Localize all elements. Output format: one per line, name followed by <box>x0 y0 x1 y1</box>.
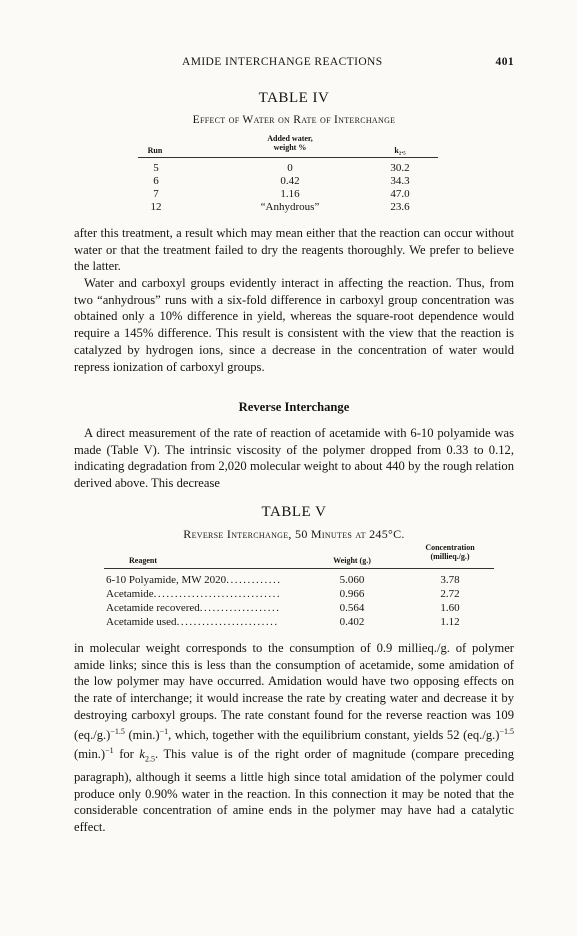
table4-col-k: k₂.₅ <box>394 146 406 155</box>
table5-title: TABLE V <box>261 504 327 520</box>
table5-reagent <box>106 602 281 614</box>
table4-col-water-line1: Added water, <box>267 134 313 143</box>
table5-reagent-name: Acetamide recovered <box>106 602 200 614</box>
table5-caption: Reverse Interchange, 50 Minutes at 245°C. <box>183 527 405 541</box>
leader-dots: .............................. <box>153 588 282 600</box>
table5-reagent <box>106 616 279 628</box>
leader-dots: ........................ <box>176 616 279 628</box>
para4-text-c: , which, together with the equilibrium constant, yields 52 (eq./g.) <box>168 727 500 742</box>
rate-constant-subscript: 2.5 <box>145 755 156 765</box>
running-head-title: AMIDE INTERCHANGE REACTIONS <box>182 56 383 68</box>
table5-col-concentration <box>410 543 490 561</box>
table4-run: 7 <box>153 188 159 200</box>
table5-weight: 5.060 <box>339 574 365 586</box>
table4-header-rule <box>138 157 438 158</box>
section-heading-reverse-interchange: Reverse Interchange <box>238 400 350 414</box>
paragraph-water-carboxyl: Water and carboxyl groups evidently interact in affecting the reaction. Thus, from two “anhydrous” runs with a six-fold difference in carboxyl group concentration was obtained only a 10% difference in yield, whereas the square-root dependence would require a 145% difference. This result is consistent with the view that the reaction is catalyzed by hydrogen ions, since a decrease in the concentration of water would repress ionization of carboxyl groups. <box>74 276 514 374</box>
table5-col-conc-line1: Concentration <box>425 543 475 552</box>
para4-text-a: in molecular weight corresponds to the consumption of 0.9 millieq./g. of polymer amide links; since this is less than the consumption of acetamide, some amidation of the low polymer may have occurred. Amidation would have two opposing effects on the rate of interchange; it would increase the rate by creating water and decrease it by destroying carboxyl groups. The rate constant found for the reverse reaction was 109 (eq./g.) <box>74 641 514 742</box>
paragraph-molecular-weight-decrease <box>74 640 514 836</box>
para4-text-d: (min.) <box>74 747 106 762</box>
leader-dots: ............. <box>226 574 282 586</box>
table4-run: 5 <box>153 162 159 174</box>
table4-caption: Effect of Water on Rate of Interchange <box>192 114 396 126</box>
paragraph-reverse-measurement: A direct measurement of the rate of reaction of acetamide with 6-10 polyamide was made (Table V). The intrinsic viscosity of the polymer dropped from 0.33 to 0.12, indicating degradation from 2,020 molecular weight to about 440 by the rough relation derived above. This decrease <box>74 426 514 491</box>
exponent: −1 <box>159 726 169 736</box>
table4-run: 6 <box>153 175 159 187</box>
table4-water: 1.16 <box>280 188 300 200</box>
table5-conc: 2.72 <box>440 588 460 600</box>
table5-header-rule <box>104 568 494 569</box>
para4-text-f: . This value is of the right order of magnitude (compare preceding paragraph), although it seems a little high since total amidation of the polymer could produce only 0.90% water in the reaction. In this connection it may be noted that the considerable concentration of amine ends in the polymer may have had a catalytic effect. <box>74 747 514 834</box>
table5-weight: 0.966 <box>339 588 365 600</box>
table4-run: 12 <box>150 201 162 213</box>
table4-col-water-line2: weight % <box>273 143 307 152</box>
table5-col-reagent: Reagent <box>129 556 157 565</box>
table4-k: 47.0 <box>390 188 410 200</box>
table5-reagent-name: Acetamide used <box>106 616 177 628</box>
table5-conc: 1.60 <box>440 602 460 614</box>
exponent: −1.5 <box>110 726 125 736</box>
leader-dots: ................... <box>199 602 281 614</box>
table4-k: 23.6 <box>390 201 410 213</box>
table5-conc: 1.12 <box>440 616 460 628</box>
rate-constant-symbol: k <box>139 747 146 762</box>
table4-water: 0.42 <box>280 175 300 187</box>
table4-water: 0 <box>287 162 293 174</box>
table4-col-water <box>250 134 330 152</box>
table5-col-conc-line2: (millieq./g.) <box>430 552 470 561</box>
exponent: −1 <box>105 746 114 756</box>
table5-reagent-name: Acetamide <box>106 588 154 600</box>
paragraph-continuation: after this treatment, a result which may mean either that the reaction can occur without water or that the treatment failed to dry the reagents thoroughly. We prefer to believe the latter. <box>74 226 514 274</box>
para4-text-b: (min.) <box>124 727 160 742</box>
table4-col-run: Run <box>147 146 163 155</box>
table4-title: TABLE IV <box>258 90 330 106</box>
table4-k: 34.3 <box>390 175 410 187</box>
table5-weight: 0.402 <box>339 616 365 628</box>
table5-reagent <box>106 588 281 600</box>
table5-conc: 3.78 <box>440 574 460 586</box>
table5-col-weight: Weight (g.) <box>333 556 371 565</box>
table4-k: 30.2 <box>390 162 410 174</box>
exponent: −1.5 <box>499 726 514 736</box>
page-number: 401 <box>495 56 514 68</box>
table5-weight: 0.564 <box>339 602 365 614</box>
table5-reagent <box>106 574 281 586</box>
table5-reagent-name: 6-10 Polyamide, MW 2020 <box>106 574 227 586</box>
para4-text-e: for <box>113 747 140 762</box>
table4-water: “Anhydrous” <box>260 201 320 213</box>
